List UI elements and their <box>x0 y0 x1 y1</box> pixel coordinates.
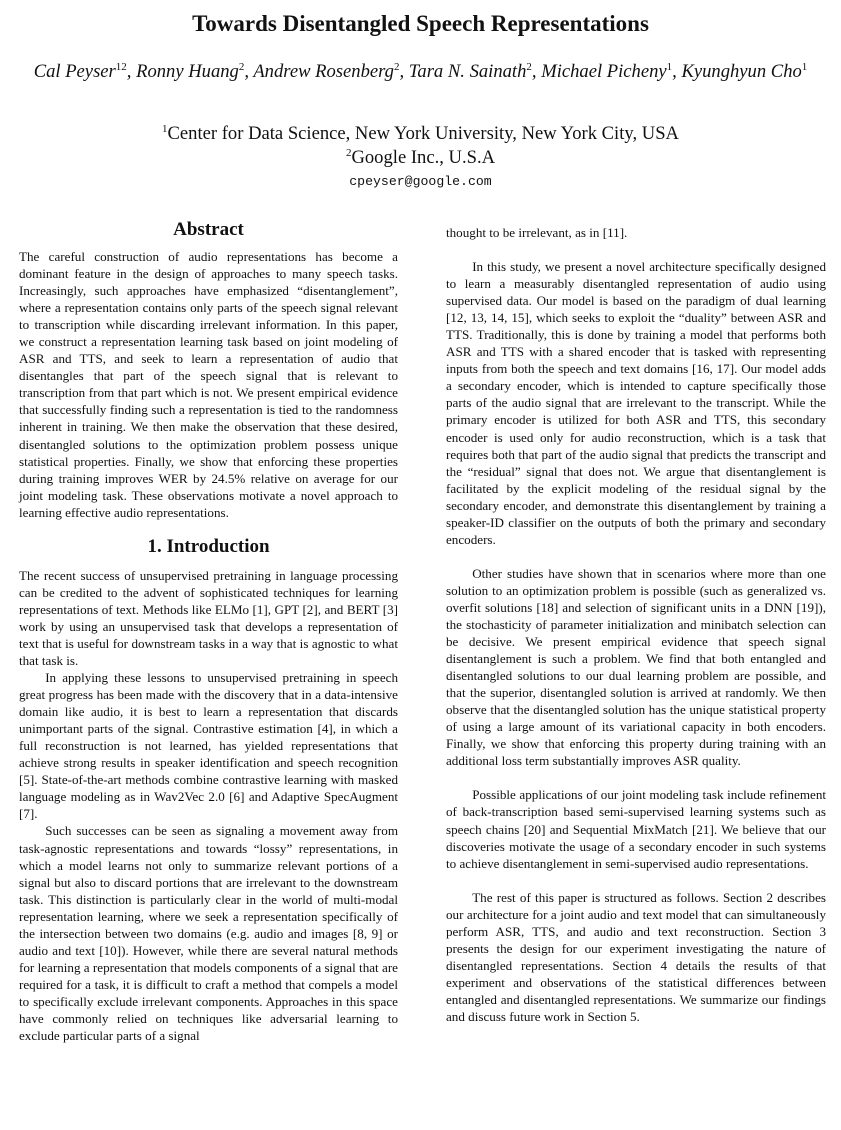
intro-paragraph: Possible applications of our joint modeling task include refinement of back-transcription based semi-supervised learning systems such as speech chains [20] and Sequential MixMatch [21]. We believe that our discoveries motivate the usage of a secondary encoder in such systems to achieve disentanglement in semi-supervised audio representations. <box>446 787 826 871</box>
affiliation-list <box>0 122 841 170</box>
affiliation-text: Google Inc., U.S.A <box>351 147 496 168</box>
author-name: Tara N. Sainath <box>408 61 527 82</box>
intro-paragraph: thought to be irrelevant, as in [11]. <box>446 225 628 240</box>
author-affiliation-mark: 2 <box>393 61 400 73</box>
author-name: Kyunghyun Cho <box>681 61 802 82</box>
intro-paragraph: Other studies have shown that in scenarios where more than one solution to an optimization problem is possible (such as generalized vs. overfit solutions [18] and selection of significant units in a DNN [19]), the stochasticity of parameter initialization and minibatch selection can be decisive. We present empirical evidence that speech signal disentanglement is such a problem. We find that both entangled and disentangled solutions to our dual learning problem are possible, and that the superior, disentangled solution is arrived at randomly. We then observe that the disentangled solution has the unique statistical property of using a large amount of its variational capacity in both encoders. Finally, we show that enforcing this property during training with an additional loss term substantially improves ASR quality. <box>446 565 826 769</box>
author-name: Cal Peyser <box>33 61 116 82</box>
author-affiliation-mark: 1 <box>666 61 673 73</box>
affiliation-mark: 2 <box>345 147 352 159</box>
intro-paragraph: In applying these lessons to unsupervised pretraining in speech great progress has been made with the discovery that in a data-intensive domain like audio, it is best to learn a representation that discards unimportant parts of the signal. Contrastive estimation [4], in which a full reconstruction is not learned, has yielded representations that achieve strong results in speaker identification and speech recognition [5]. State-of-the-art methods combine contrastive learning with masked language modeling as in Wav2Vec 2.0 [6] and Adaptive SpecAugment [7]. <box>19 670 398 822</box>
right-column <box>446 224 826 1025</box>
author-name: Andrew Rosenberg <box>253 61 394 82</box>
paper-title: Towards Disentangled Speech Representations <box>192 11 649 36</box>
affiliation-mark: 1 <box>162 123 168 135</box>
affiliation <box>0 122 841 146</box>
author-affiliation-mark: 12 <box>115 61 127 73</box>
abstract-text: The careful construction of audio representations has become a dominant feature in the design of approaches to many speech tasks. Increasingly, such approaches have emphasized “disentanglement”, where a representation contains only parts of the speech signal relevant to transcription while discarding irrelevant information. In this paper, we construct a representation learning task based on joint modeling of ASR and TTS, and seek to learn a representation of audio that disentangles that part of the speech signal that is relevant to transcription from that part which is not. We present empirical evidence that successfully finding such a representation is tied to the randomness inherent in training. We then make the observation that these desired, disentangled solutions to the optimization problem possess unique statistical properties. Finally, we show that enforcing these properties during training improves WER by 24.5% relative on average for our joint modeling task. These observations motivate a novel approach to learning effective audio representations. <box>19 249 398 520</box>
intro-paragraph: Such successes can be seen as signaling a movement away from task-agnostic representations and towards “lossy” representations, in which a model learns not only to summarize relevant portions of a signal but also to discard portions that are irrelevant to the downstream task. This distinction is particularly clear in the world of multi-modal representation learning, where we seek a representation specifically of the intersection between two domains (e.g. audio and images [8, 9] or audio and text [10]). However, while there are several natural methods for learning a representation that models components of a signal that are required for a task, it is difficult to craft a method that compels a model to specifically exclude irrelevant components. Approaches in this space have commonly relied on techniques like adversarial learning to exclude particular parts of a signal <box>19 823 398 1044</box>
author-list: Cal Peyser$^{12}$, Ronny Huang$^2$, Andrew Rosenberg$^2$, Tara N. Sainath$^2$, Michael Picheny$^1$, Kyunghyun Cho$^1$ <box>33 61 808 82</box>
author-email: cpeyser@google.com <box>349 174 492 189</box>
author-name: Ronny Huang <box>136 61 239 82</box>
abstract-heading: Abstract <box>173 219 244 240</box>
intro-paragraph: In this study, we present a novel architecture specifically designed to learn a measurably disentangled representation of audio using supervised data. Our model is based on the paradigm of dual learning [12, 13, 14, 15], which seeks to exploit the “duality” between ASR and TTS. Traditionally, this is done by training a model that performs both ASR and TTS with a shared encoder that is tasked with representing inputs from both the speech and text domains [16, 17]. Our model adds a secondary encoder, which is intended to capture specifically those parts of the audio signal that are irrelevant to the transcript. While the primary encoder is utilized for both ASR and TTS, this secondary encoder is used only for audio reconstruction, which is a task that requires both that part of the audio signal that predicts the transcript and the “residual” signal that does not. We argue that disentanglement is facilitated by the explicit modeling of the residual signal by the secondary encoder, and demonstrate this disentanglement by training a speaker-ID classifier on the outputs of both the primary and secondary encoders. <box>446 259 826 547</box>
intro-paragraph: The rest of this paper is structured as follows. Section 2 describes our architecture for a joint audio and text model that can simultaneously perform ASR, TTS, and audio and text reconstruction. Section 3 presents the design for our experiment investigating the nature of disentangled representations. Section 4 details the results of that experiment and observations of the statistical differences between entangled and disentangled representations. We summarize our findings and discuss future work in Section 5. <box>446 889 826 1024</box>
author-affiliation-mark: 1 <box>801 61 808 73</box>
introduction-heading: 1. Introduction <box>147 535 270 557</box>
left-column <box>19 218 398 1044</box>
affiliation <box>0 146 841 170</box>
author-affiliation-mark: 2 <box>238 61 245 73</box>
author-name: Michael Picheny <box>541 61 667 82</box>
author-affiliation-mark: 2 <box>526 61 532 73</box>
affiliation-text: Center for Data Science, New York University, New York City, USA <box>167 123 679 144</box>
intro-paragraph: The recent success of unsupervised pretraining in language processing can be credited to the advent of sophisticated techniques for learning representations of text. Methods like ELMo [1], GPT [2], and BERT [3] work by using an unsupervised task that develops a representation of text that is useful for downstream tasks in a way that is agnostic to what that task is. <box>19 567 398 668</box>
